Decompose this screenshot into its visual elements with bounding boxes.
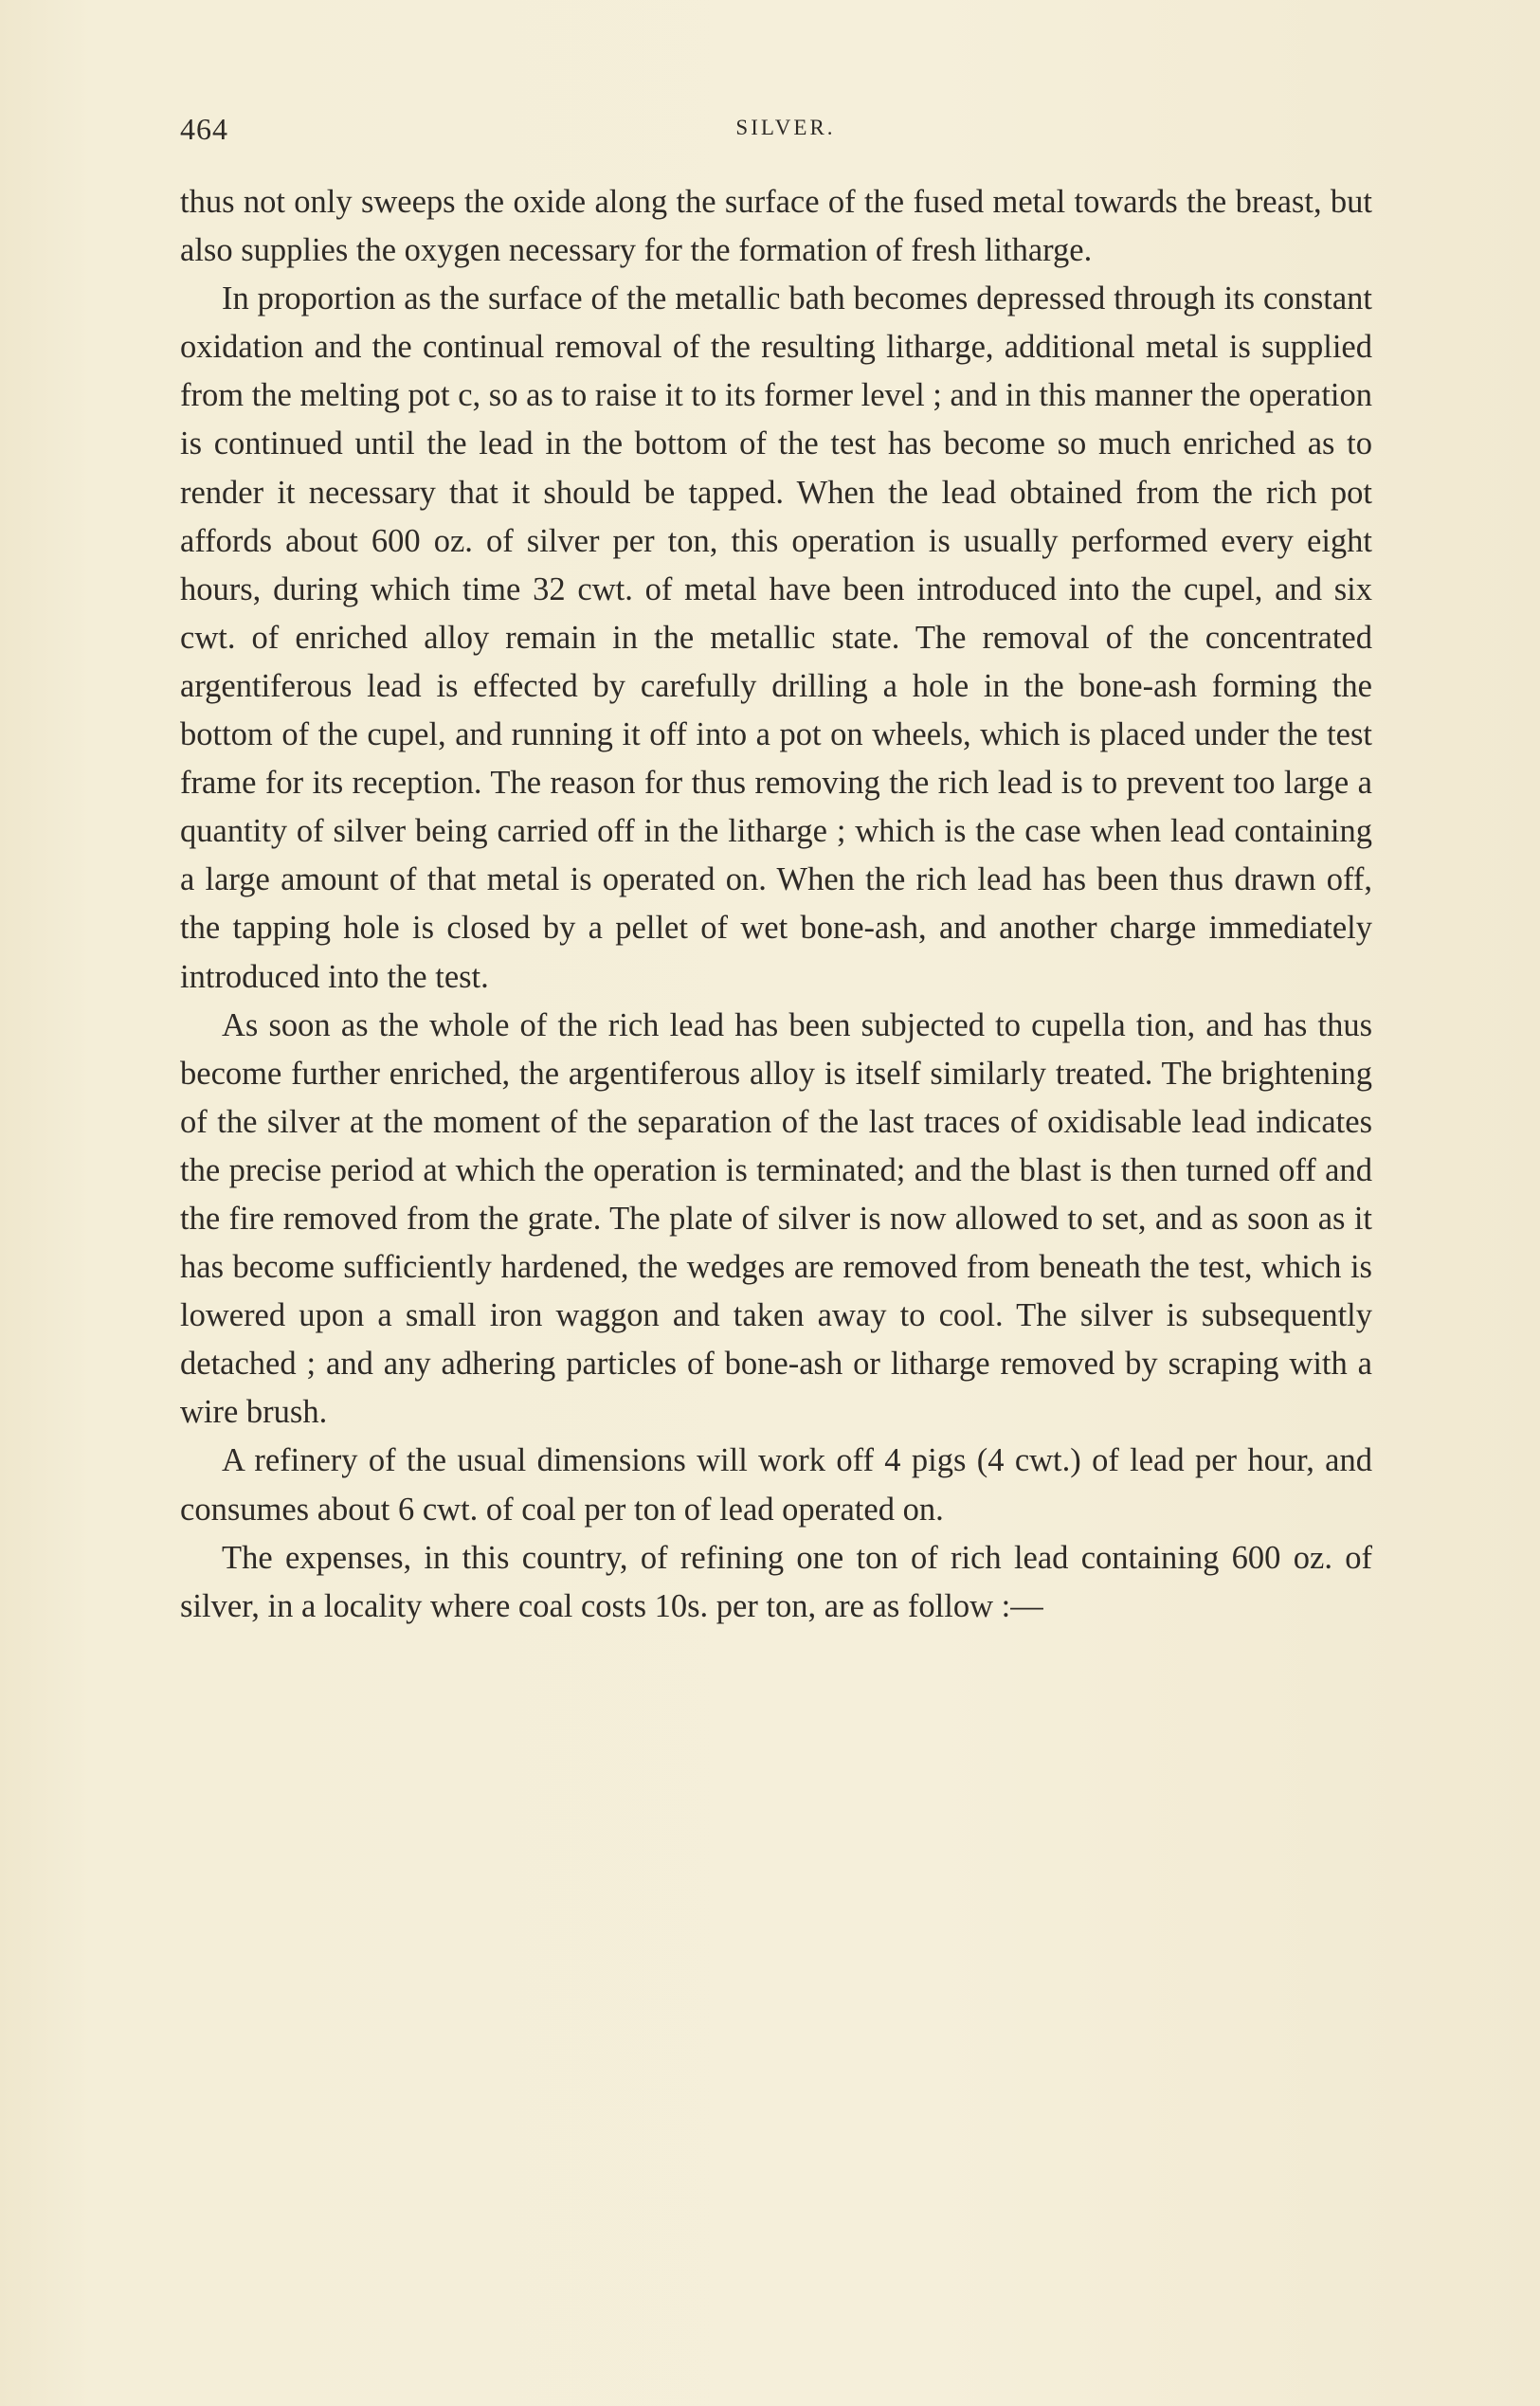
running-head <box>180 112 1372 150</box>
paragraph-lead-tapping: In proportion as the surface of the metallic bath becomes depressed through its constant oxidation and the continual removal of the resulting litharge, additional metal is supplied from the melting pot c, so as to raise it to its former level ; and in this manner the operation is continued until the lead in the bottom of the test has become so much enriched as to render it necessary that it should be tapped. When the lead obtained from the rich pot affords about 600 oz. of silver per ton, this operation is usually performed every eight hours, during which time 32 cwt. of metal have been introduced into the cupel, and six cwt. of enriched alloy remain in the metallic state. The removal of the concentrated argentiferous lead is effected by carefully drilling a hole in the bone-ash forming the bottom of the cupel, and running it off into a pot on wheels, which is placed under the test frame for its reception. The reason for thus removing the rich lead is to prevent too large a quantity of silver being carried off in the litharge ; which is the case when lead containing a large amount of that metal is operated on. When the rich lead has been thus drawn off, the tapping hole is closed by a pellet of wet bone-ash, and another charge immediately introduced into the test. <box>180 280 1372 995</box>
paragraph-cupellation: As soon as the whole of the rich lead has been subjected to cupella tion, and has thus become further enriched, the argentiferous alloy is itself similarly treated. The brightening of the silver at the moment of the separation of the last traces of oxidisable lead indicates the precise period at which the operation is terminated; and the blast is then turned off and the fire removed from the grate. The plate of silver is now allowed to set, and as soon as it has become sufficiently hardened, the wedges are removed from beneath the test, which is lowered upon a small iron waggon and taken away to cool. The silver is subsequently detached ; and any adhering particles of bone-ash or litharge removed by scraping with a wire brush. <box>180 1006 1372 1431</box>
paragraph-refinery-capacity: A refinery of the usual dimensions will work off 4 pigs (4 cwt.) of lead per hour, and consumes about 6 cwt. of coal per ton of lead operated on. <box>180 1442 1372 1528</box>
running-title: SILVER. <box>735 116 836 139</box>
paragraph-continuation: thus not only sweeps the oxide along the surface of the fused metal towards the breast, but also supplies the oxygen necessary for the formation of fresh litharge. <box>180 184 1372 269</box>
body-text <box>180 178 1372 1631</box>
page-number: 464 <box>180 112 228 146</box>
paragraph-expenses: The expenses, in this country, of refining one ton of rich lead containing 600 oz. of silver, in a locality where coal costs 10s. per ton, are as follow :— <box>180 1539 1372 1624</box>
